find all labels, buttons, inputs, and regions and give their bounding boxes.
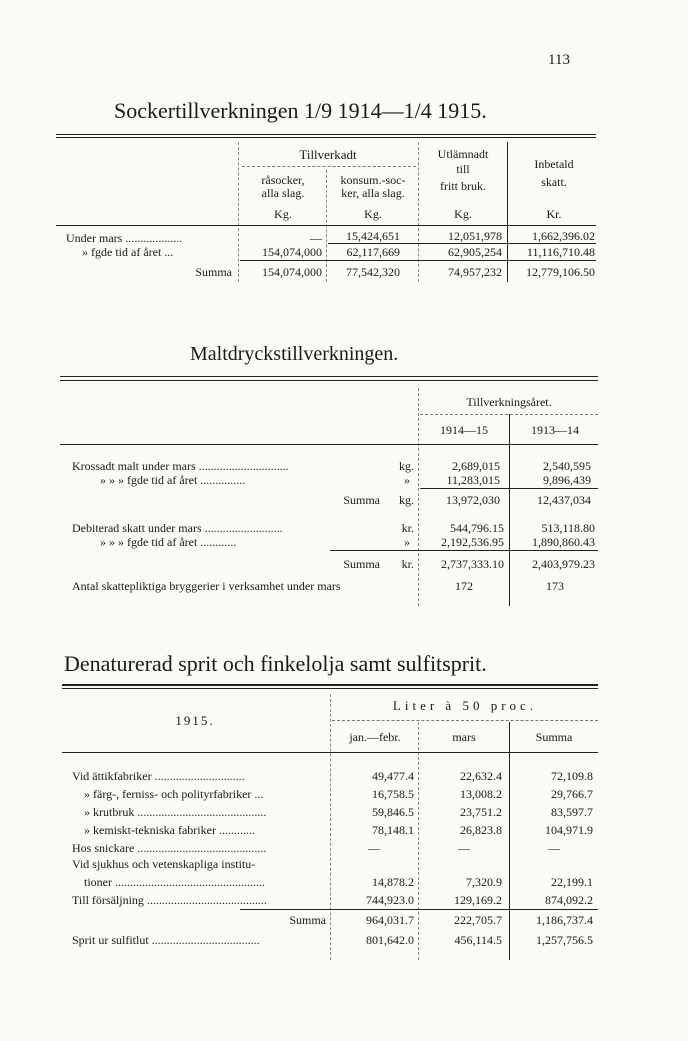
malt-title: Maltdryckstillverkningen. [190, 343, 399, 365]
malt-row-label: » » » fgde tid af året ............ [100, 536, 237, 549]
sugar-cell: 77,542,320 [346, 265, 400, 279]
sprit-cell: 23,751.2 [460, 805, 502, 819]
unit-kg-1: Kg. [274, 207, 292, 221]
malt-header-group: Tillverkningsåret. [466, 395, 552, 409]
malt-sum-label: Summa [343, 557, 380, 571]
sprit-cell: 874,092.2 [545, 893, 593, 907]
header-rasocker-2: alla slag. [261, 186, 305, 200]
unit-kr: Kr. [546, 207, 562, 221]
sprit-cell: — [458, 841, 470, 855]
header-inbetald: Inbetald [534, 157, 574, 171]
sugar-cell: 12,051,978 [448, 229, 502, 243]
page-number: 113 [548, 52, 570, 68]
sprit-cell: 129,169.2 [454, 893, 502, 907]
malt-sum-label: Summa [343, 493, 380, 507]
sprit-cell: 1,257,756.5 [536, 933, 593, 947]
sprit-row-label: » krutbruk ........................................... [84, 806, 267, 819]
sprit-row-label: » kemiskt-tekniska fabriker ............ [84, 824, 255, 837]
sprit-cell: 16,758.5 [372, 787, 414, 801]
malt-cell: 11,283,015 [446, 473, 500, 487]
sprit-cell: 49,477.4 [372, 769, 414, 783]
malt-cell: 9,896,439 [543, 473, 591, 487]
sprit-header-group: Liter à 50 proc. [392, 698, 538, 713]
header-tillverkadt: Tillverkadt [299, 147, 357, 162]
malt-cell: 12,437,034 [537, 493, 591, 507]
sprit-cell: 26,823.8 [460, 823, 502, 837]
sprit-cell: 14,878.2 [372, 875, 414, 889]
sprit-title: Denaturerad sprit och finkelolja samt sulfitsprit. [64, 651, 487, 676]
malt-unit: kr. [401, 557, 414, 571]
sprit-year: 1915. [175, 713, 215, 728]
sprit-col-1: jan.—febr. [349, 730, 401, 744]
malt-cell: 2,403,979.23 [532, 557, 595, 571]
header-rasocker: råsocker, [261, 173, 305, 187]
sugar-cell: 1,662,396.02 [532, 229, 595, 243]
sugar-title-text: Sockertillverkningen [114, 98, 299, 123]
sugar-cell: 74,957,232 [448, 265, 502, 279]
sprit-row-label: Till försäljning ........................................ [72, 894, 267, 907]
malt-cell: 2,192,536.95 [441, 535, 504, 549]
malt-unit: kg. [399, 459, 414, 473]
sugar-cell: 15,424,651 [346, 229, 400, 243]
malt-unit: » [404, 535, 410, 549]
sprit-cell: 744,923.0 [366, 893, 414, 907]
malt-unit: » [404, 473, 410, 487]
sprit-cell: 1,186,737.4 [536, 913, 593, 927]
malt-cell: 173 [546, 579, 564, 593]
sugar-title-dates: 1/9 1914—1/4 1915. [304, 98, 487, 123]
sugar-row-label: » fgde tid af året ... [82, 245, 174, 259]
malt-row-label: Debiterad skatt under mars .......................... [72, 522, 283, 535]
sugar-cell: 11,116,710.48 [526, 245, 595, 259]
sprit-cell: 59,846.5 [372, 805, 414, 819]
sugar-cell: 62,117,669 [346, 245, 400, 259]
malt-cell: 2,540,595 [543, 459, 591, 473]
sprit-cell: 801,642.0 [366, 933, 414, 947]
sugar-cell: 154,074,000 [262, 265, 322, 279]
header-utlamnadt-2: till [456, 162, 470, 176]
unit-kg-2: Kg. [364, 207, 382, 221]
malt-cell: 13,972,030 [446, 493, 500, 507]
sprit-col-3: Summa [535, 730, 573, 744]
malt-col-2: 1913—14 [531, 423, 579, 437]
malt-unit: kg. [399, 493, 414, 507]
sugar-row-label: Under mars ................... [66, 231, 183, 245]
sprit-row-label: Hos snickare ........................................... [72, 842, 267, 855]
malt-row-label: » » » fgde tid af året ............... [100, 474, 246, 487]
sprit-row-label: Vid ättikfabriker .............................. [72, 770, 245, 783]
sprit-col-2: mars [452, 730, 476, 744]
sugar-cell: — [310, 231, 322, 245]
sprit-cell: 964,031.7 [366, 913, 414, 927]
malt-col-1: 1914—15 [440, 423, 488, 437]
sprit-row-label: Vid sjukhus och vetenskapliga institu- [72, 858, 256, 871]
sprit-cell: 83,597.7 [551, 805, 593, 819]
malt-row-label: Krossadt malt under mars .............................. [72, 460, 289, 473]
malt-cell: 2,689,015 [452, 459, 500, 473]
header-utlamnadt: Utlämnadt [437, 147, 489, 161]
header-inbetald-2: skatt. [541, 175, 567, 189]
sprit-cell: 13,008.2 [460, 787, 502, 801]
sprit-cell: 72,109.8 [551, 769, 593, 783]
sugar-cell: 62,905,254 [448, 245, 502, 259]
malt-cell: 1,890,860.43 [532, 535, 595, 549]
sprit-cell: 29,766.7 [551, 787, 593, 801]
sprit-cell: 22,632.4 [460, 769, 502, 783]
sprit-row-label: » färg-, ferniss- och polityrfabriker ... [84, 788, 264, 801]
sprit-sum-label: Summa [289, 913, 326, 927]
malt-row-label: Antal skattepliktiga bryggerier i verksamhet under mars [72, 579, 341, 593]
sugar-sum-label: Summa [195, 265, 232, 279]
sugar-title [114, 98, 487, 124]
sprit-cell: — [548, 841, 560, 855]
sprit-row-label: Sprit ur sulfitlut .................................... [72, 934, 260, 947]
sprit-cell: 222,705.7 [454, 913, 502, 927]
sprit-cell: — [368, 841, 380, 855]
malt-cell: 544,796.15 [450, 521, 504, 535]
sprit-cell: 22,199.1 [551, 875, 593, 889]
sprit-cell: 78,148.1 [372, 823, 414, 837]
sprit-row-label: tioner .................................................. [84, 876, 265, 889]
header-utlamnadt-3: fritt bruk. [440, 179, 486, 193]
header-konsum-2: ker, alla slag. [341, 186, 405, 200]
sprit-cell: 104,971.9 [545, 823, 593, 837]
sugar-cell: 154,074,000 [262, 245, 322, 259]
malt-cell: 172 [455, 579, 473, 593]
sprit-cell: 7,320.9 [466, 875, 502, 889]
malt-unit: kr. [401, 521, 414, 535]
sugar-cell: 12,779,106.50 [526, 265, 595, 279]
unit-kg-3: Kg. [454, 207, 472, 221]
malt-cell: 513,118.80 [541, 521, 595, 535]
sprit-cell: 456,114.5 [454, 933, 502, 947]
malt-cell: 2,737,333.10 [441, 557, 504, 571]
header-konsum: konsum.-soc- [340, 173, 406, 187]
